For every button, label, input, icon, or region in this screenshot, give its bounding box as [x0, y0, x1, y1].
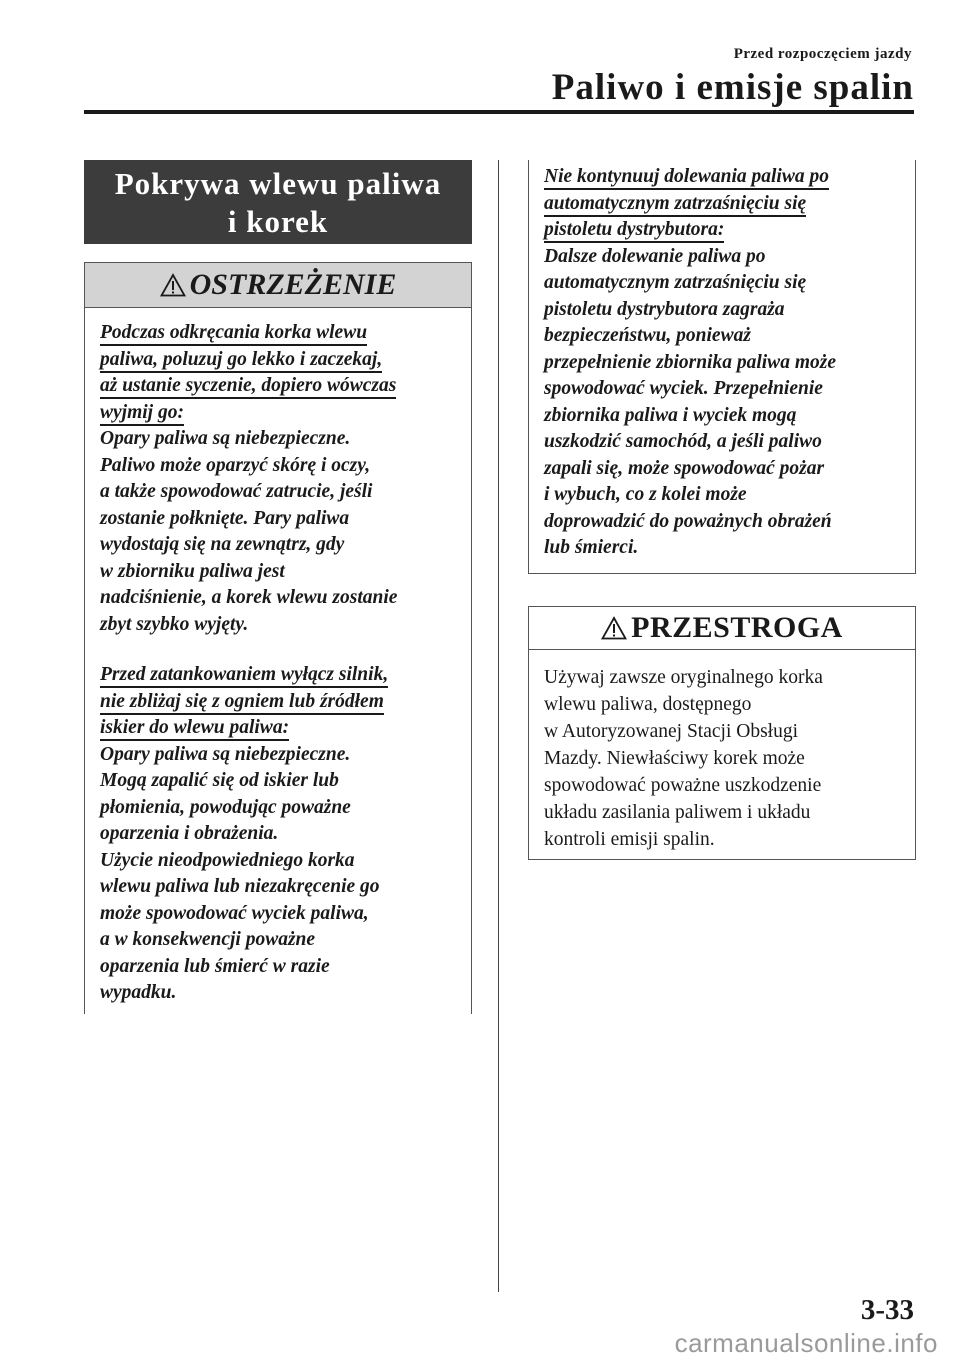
caution-box	[528, 606, 916, 860]
caution-text-line: kontroli emisji spalin.	[544, 829, 715, 850]
warning-text-line: a także spowodować zatrucie, jeśli	[100, 481, 373, 502]
warning-text-line: Mogą zapalić się od iskier lub	[100, 770, 339, 791]
caution-text-line: w Autoryzowanej Stacji Obsługi	[544, 721, 799, 742]
warning-text-line: a w konsekwencji poważne	[100, 929, 316, 950]
warning-text-line: i wybuch, co z kolei może	[544, 484, 747, 505]
caution-header	[529, 607, 915, 650]
warning-text-line: automatycznym zatrzaśnięciu się	[544, 272, 807, 293]
section-title-box	[84, 160, 472, 244]
section-title-line-1: Pokrywa wlewu paliwa	[114, 166, 442, 201]
warning-box	[84, 262, 472, 1014]
warning-text-line: nadciśnienie, a korek wlewu zostanie	[100, 587, 398, 608]
warning-text-line: uszkodzić samochód, a jeśli paliwo	[544, 431, 822, 452]
warning-text-line: wlewu paliwa lub niezakręcenie go	[100, 876, 380, 897]
warning-text-line: może spowodować wyciek paliwa,	[100, 902, 369, 924]
warning-text-line: oparzenia lub śmierć w razie	[100, 955, 330, 977]
caution-text-line: Mazdy. Niewłaściwy korek może	[544, 748, 805, 769]
paragraph-gap	[100, 638, 457, 662]
warning-triangle-icon	[601, 616, 627, 640]
warning-heading-line: paliwa, poluzuj go lekko i zaczekaj,	[100, 347, 457, 374]
warning-body	[85, 308, 471, 1007]
warning-text-line: w zbiorniku paliwa jest	[100, 560, 285, 582]
warning-heading-line: Nie kontynuuj dolewania paliwa po	[544, 164, 901, 191]
warning-text-line: płomienia, powodując poważne	[100, 796, 351, 818]
warning-text-line: zbiornika paliwa i wyciek mogą	[544, 404, 797, 426]
warning-text-line: lub śmierci.	[544, 537, 639, 558]
caution-text-line: spowodować poważne uszkodzenie	[544, 775, 822, 796]
section-title-line-2: i korek	[227, 204, 329, 239]
warning-heading-line: wyjmij go:	[100, 400, 457, 427]
caution-text-line: układu zasilania paliwem i układu	[544, 802, 811, 823]
warning-text-line: wypadku.	[100, 982, 177, 1003]
warning-heading-line: iskier do wlewu paliwa:	[100, 715, 457, 742]
warning-text-line: bezpieczeństwu, ponieważ	[544, 325, 751, 346]
warning-heading-line: nie zbliżaj się z ogniem lub źródłem	[100, 689, 457, 716]
warning-text-line: Opary paliwa są niebezpieczne.	[100, 428, 351, 449]
warning-text-line: przepełnienie zbiornika paliwa może	[544, 351, 836, 373]
warning-text-line: zapali się, może spowodować pożar	[544, 457, 825, 479]
warning-triangle-icon	[160, 273, 186, 297]
warning-heading-line: Przed zatankowaniem wyłącz silnik,	[100, 662, 457, 689]
warning-text-line: wydostają się na zewnątrz, gdy	[100, 534, 345, 555]
header-rule	[84, 110, 914, 114]
warning-heading-line: pistoletu dystrybutora:	[544, 217, 901, 244]
warning-box-continued	[528, 160, 916, 574]
warning-text-line: Paliwo może oparzyć skórę i oczy,	[100, 454, 371, 476]
warning-header	[85, 263, 471, 308]
warning-heading-line: Podczas odkręcania korka wlewu	[100, 320, 457, 347]
warning-text-line: zostanie połknięte. Pary paliwa	[100, 507, 350, 529]
column-divider	[498, 160, 499, 1292]
watermark: carmanualsonline.info	[674, 1328, 938, 1358]
chapter-label: Przed rozpoczęciem jazdy	[733, 46, 912, 62]
caution-text-line: Używaj zawsze oryginalnego korka	[544, 667, 823, 688]
warning-text-line: Opary paliwa są niebezpieczne.	[100, 743, 351, 765]
caution-label: PRZESTROGA	[631, 611, 843, 644]
page-number: 3-33	[860, 1294, 914, 1326]
warning-text-line: spowodować wyciek. Przepełnienie	[544, 378, 823, 399]
warning-text-line: Dalsze dolewanie paliwa po	[544, 245, 766, 267]
warning-label: OSTRZEŻENIE	[189, 268, 397, 301]
warning-text-line: oparzenia i obrażenia.	[100, 823, 279, 844]
warning-text-line: pistoletu dystrybutora zagraża	[544, 298, 785, 320]
caution-body	[529, 650, 915, 853]
page-title: Paliwo i emisje spalin	[551, 67, 914, 108]
warning-text-line: Użycie nieodpowiedniego korka	[100, 849, 355, 871]
warning-heading-line: automatycznym zatrzaśnięciu się	[544, 191, 901, 218]
caution-text-line: wlewu paliwa, dostępnego	[544, 694, 752, 715]
warning-text-line: doprowadzić do poważnych obrażeń	[544, 510, 832, 532]
warning-heading-line: aż ustanie syczenie, dopiero wówczas	[100, 373, 457, 400]
warning-text-line: zbyt szybko wyjęty.	[100, 613, 249, 635]
